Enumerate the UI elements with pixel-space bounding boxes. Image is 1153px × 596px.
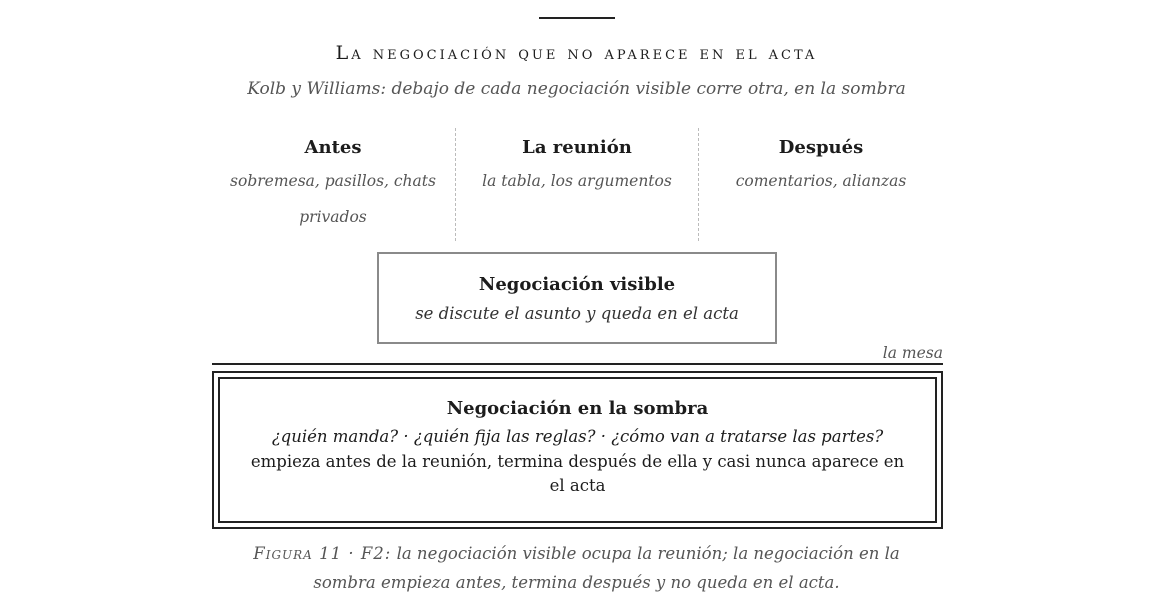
shadow-negotiation-inner [218,377,937,523]
phase-after-title: Después [778,137,864,158]
table-label: la mesa [882,344,943,362]
phase-before-description: sobremesa, pasillos, chats privados [230,172,436,226]
diagram-title: La negociación que no aparece en el acta [335,42,818,64]
shadow-negotiation-description: empieza antes de la reunión, termina después de ella y casi nunca aparece en el acta [250,452,905,495]
phase-before-title: Antes [304,137,362,158]
figure-label: Figura 11 · F2: [253,544,392,563]
shadow-negotiation-questions: ¿quién manda? · ¿quién fija las reglas? · ¿cómo van a tratarse las partes? [271,427,884,446]
phase-after [710,136,932,199]
shadow-negotiation-title: Negociación en la sombra [446,398,709,419]
visible-negotiation-box [377,252,777,344]
phase-before [222,136,444,235]
phase-meeting-title: La reunión [522,137,632,158]
figure-caption-text: la negociación visible ocupa la reunión; la negociación en la sombra empieza antes, termina después y no queda en el acta. [313,544,900,592]
visible-negotiation-title: Negociación visible [478,274,676,295]
phase-after-description: comentarios, alianzas [735,172,907,190]
phase-meeting [466,136,688,199]
phase-separator [698,128,699,241]
figure-caption [220,539,933,596]
top-rule [539,17,615,19]
table-line [212,363,943,365]
diagram-subtitle: Kolb y Williams: debajo de cada negociación visible corre otra, en la sombra [247,79,906,99]
phase-meeting-description: la tabla, los argumentos [482,172,672,190]
phase-separator [455,128,456,241]
visible-negotiation-subtitle: se discute el asunto y queda en el acta [415,304,739,323]
shadow-negotiation-box [212,371,943,529]
